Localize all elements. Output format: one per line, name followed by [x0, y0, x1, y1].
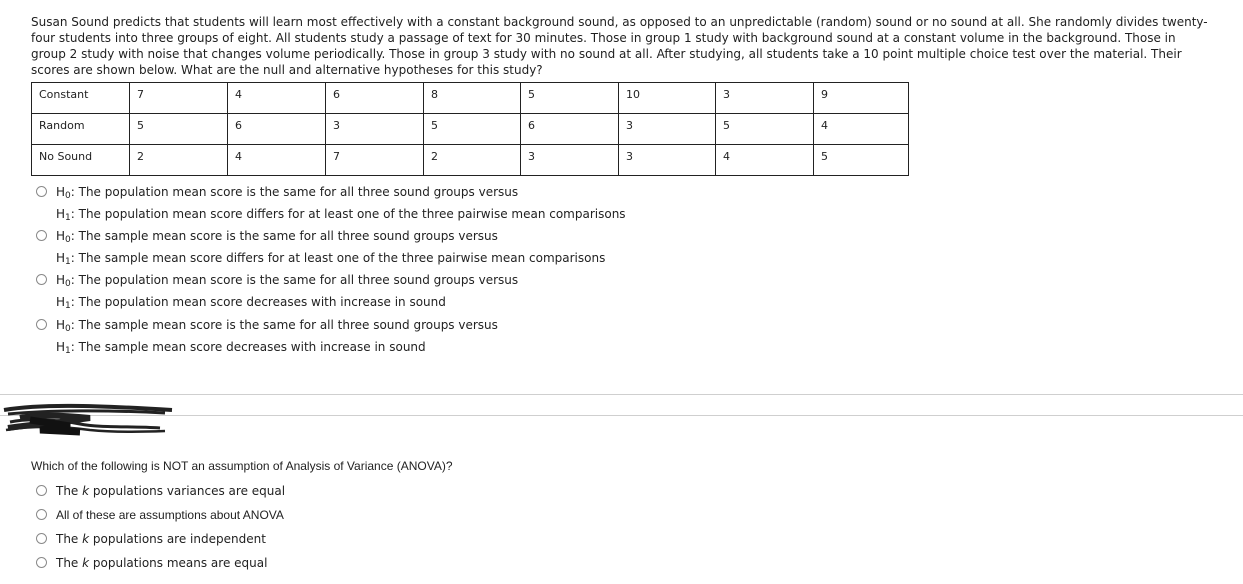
- h0-line: $H_0$: The population mean score is the same for all three sound groups versus: [56, 273, 519, 289]
- table-cell: 5: [521, 83, 619, 114]
- radio-button[interactable]: [36, 557, 47, 568]
- table-cell: 7: [130, 83, 228, 114]
- table-cell: 2: [130, 145, 228, 176]
- table-cell: 5: [716, 114, 814, 145]
- h1-line: $H_1$: The population mean score differs for at least one of the three pairwise mean comparisons: [56, 207, 626, 223]
- h0-line: $H_0$: The sample mean score is the same for all three sound groups versus: [56, 229, 498, 245]
- table-cell: 4: [228, 145, 326, 176]
- table-cell: 2: [424, 145, 521, 176]
- radio-button[interactable]: [36, 186, 47, 197]
- table-cell: 3: [619, 114, 716, 145]
- row-label: No Sound: [32, 145, 130, 176]
- table-row: [32, 83, 909, 114]
- table-row: [32, 114, 909, 145]
- radio-button[interactable]: [36, 485, 47, 496]
- radio-button[interactable]: [36, 319, 47, 330]
- table-row: [32, 145, 909, 176]
- divider: [0, 394, 1243, 395]
- table-cell: 4: [716, 145, 814, 176]
- h1-line: $H_1$: The population mean score decreases with increase in sound: [56, 295, 446, 311]
- radio-button[interactable]: [36, 509, 47, 520]
- radio-button[interactable]: [36, 533, 47, 544]
- table-cell: 5: [130, 114, 228, 145]
- table-cell: 5: [814, 145, 909, 176]
- table-cell: 5: [424, 114, 521, 145]
- divider: [0, 415, 1243, 416]
- question-2-text: Which of the following is NOT an assumption of Analysis of Variance (ANOVA)?: [31, 459, 453, 473]
- radio-button[interactable]: [36, 274, 47, 285]
- table-cell: 6: [326, 83, 424, 114]
- table-cell: 8: [424, 83, 521, 114]
- table-cell: 3: [619, 145, 716, 176]
- radio-button[interactable]: [36, 230, 47, 241]
- table-cell: 6: [521, 114, 619, 145]
- h0-line: $H_0$: The population mean score is the same for all three sound groups versus: [56, 185, 519, 201]
- question-1-text: Susan Sound predicts that students will learn most effectively with a constant background sound, as opposed to an unpredictable (random) sound or no sound at all. She randomly divides twenty-four students into three groups of eight. All students study a passage of text for 30 minutes. Those in group 1 study with background sound at a constant volume in the background. Those in group 2 study with noise that changes volume periodically. Those in group 3 study with no sound at all. After studying, all students take a 10 point multiple choice test over the material. Their scores are shown below. What are the null and alternative hypotheses for this study?: [31, 15, 1208, 77]
- row-label: Constant: [32, 83, 130, 114]
- table-cell: 3: [716, 83, 814, 114]
- h1-line: $H_1$: The sample mean score decreases with increase in sound: [56, 340, 426, 356]
- table-cell: 7: [326, 145, 424, 176]
- h1-line: $H_1$: The sample mean score differs for at least one of the three pairwise mean comparisons: [56, 251, 606, 267]
- table-cell: 3: [326, 114, 424, 145]
- h0-line: $H_0$: The sample mean score is the same for all three sound groups versus: [56, 318, 498, 334]
- table-cell: 4: [814, 114, 909, 145]
- table-cell: 6: [228, 114, 326, 145]
- row-label: Random: [32, 114, 130, 145]
- scores-table: [31, 82, 909, 176]
- table-cell: 10: [619, 83, 716, 114]
- table-cell: 4: [228, 83, 326, 114]
- table-cell: 9: [814, 83, 909, 114]
- scribble-redaction: [0, 396, 180, 442]
- table-cell: 3: [521, 145, 619, 176]
